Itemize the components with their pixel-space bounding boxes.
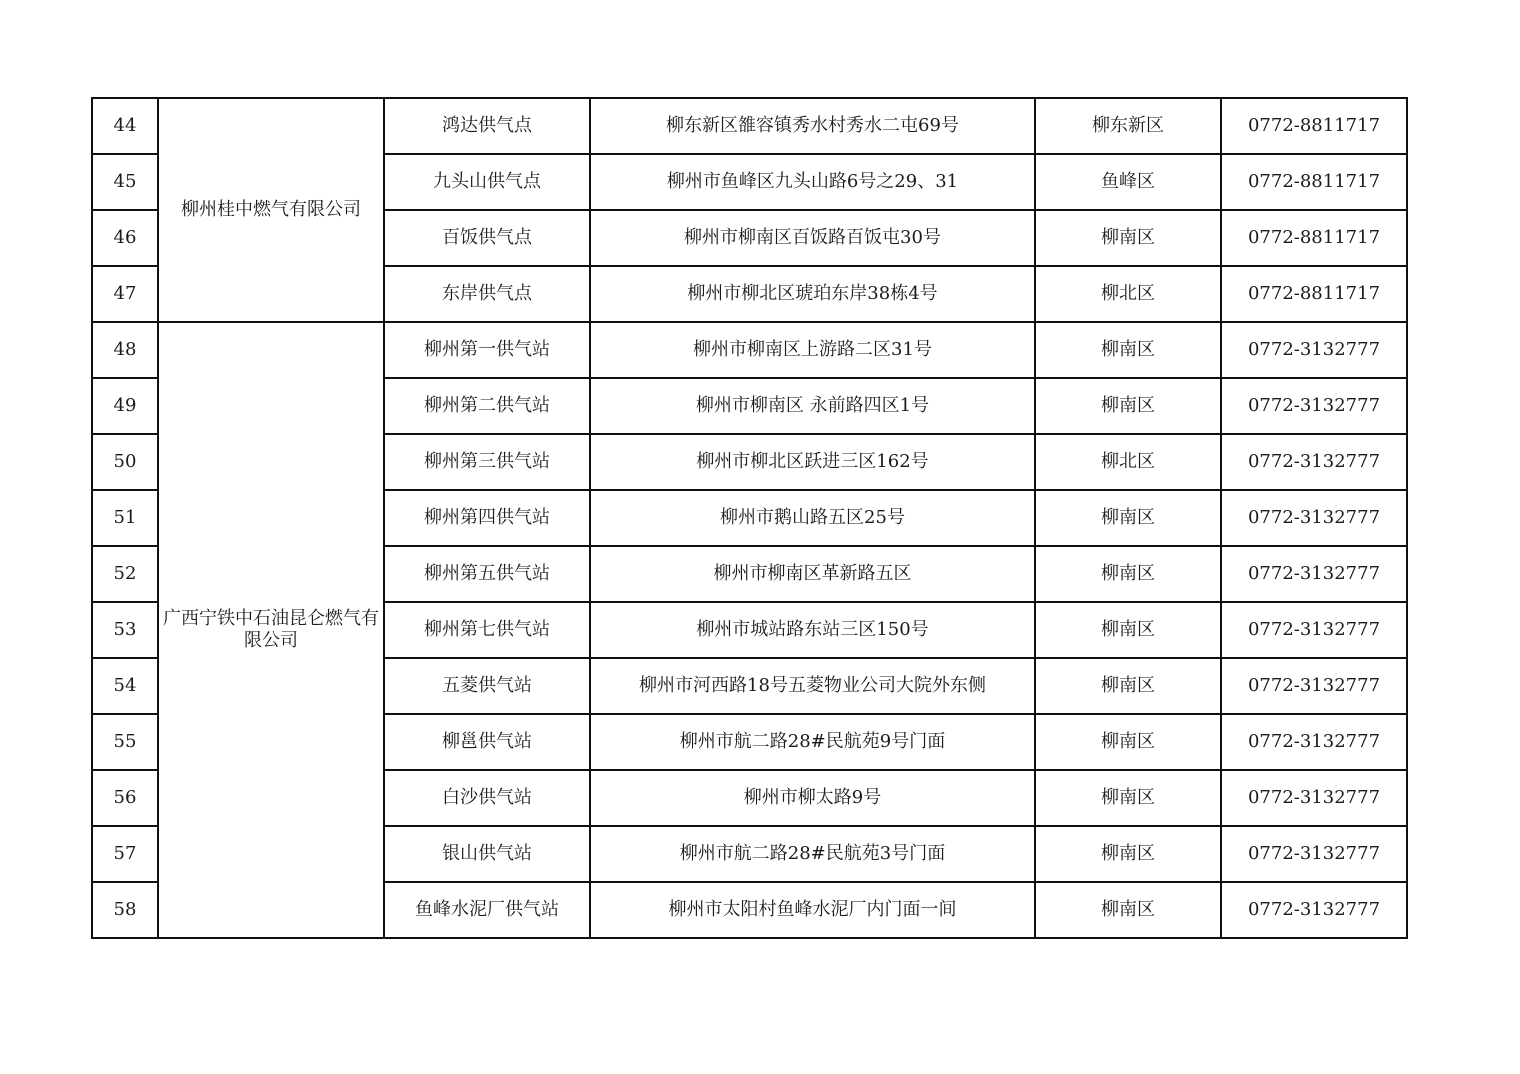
row-number-cell: 46 — [92, 210, 158, 266]
address-cell: 柳州市柳南区上游路二区31号 — [590, 322, 1035, 378]
station-name-cell: 银山供气站 — [384, 826, 590, 882]
row-number-cell: 52 — [92, 546, 158, 602]
district-cell: 柳南区 — [1035, 714, 1221, 770]
district-cell: 柳东新区 — [1035, 98, 1221, 154]
district-cell: 柳南区 — [1035, 658, 1221, 714]
address-cell: 柳州市航二路28#民航苑3号门面 — [590, 826, 1035, 882]
station-name-cell: 柳州第五供气站 — [384, 546, 590, 602]
phone-cell: 0772-3132777 — [1221, 490, 1407, 546]
address-cell: 柳州市鱼峰区九头山路6号之29、31 — [590, 154, 1035, 210]
row-number-cell: 55 — [92, 714, 158, 770]
district-cell: 柳南区 — [1035, 378, 1221, 434]
phone-cell: 0772-3132777 — [1221, 378, 1407, 434]
district-cell: 柳南区 — [1035, 826, 1221, 882]
table-body — [92, 98, 1407, 938]
phone-cell: 0772-3132777 — [1221, 434, 1407, 490]
phone-cell: 0772-8811717 — [1221, 98, 1407, 154]
row-number-cell: 57 — [92, 826, 158, 882]
phone-cell: 0772-3132777 — [1221, 658, 1407, 714]
address-cell: 柳州市河西路18号五菱物业公司大院外东侧 — [590, 658, 1035, 714]
district-cell: 柳南区 — [1035, 770, 1221, 826]
row-number-cell: 56 — [92, 770, 158, 826]
district-cell: 柳北区 — [1035, 266, 1221, 322]
row-number-cell: 48 — [92, 322, 158, 378]
company-name-cell: 广西宁铁中石油昆仑燃气有限公司 — [158, 322, 384, 938]
phone-cell: 0772-3132777 — [1221, 322, 1407, 378]
row-number-cell: 58 — [92, 882, 158, 938]
station-name-cell: 鸿达供气点 — [384, 98, 590, 154]
station-name-cell: 五菱供气站 — [384, 658, 590, 714]
district-cell: 柳北区 — [1035, 434, 1221, 490]
station-name-cell: 鱼峰水泥厂供气站 — [384, 882, 590, 938]
address-cell: 柳州市柳北区琥珀东岸38栋4号 — [590, 266, 1035, 322]
phone-cell: 0772-3132777 — [1221, 826, 1407, 882]
address-cell: 柳州市城站路东站三区150号 — [590, 602, 1035, 658]
address-cell: 柳州市柳南区革新路五区 — [590, 546, 1035, 602]
phone-cell: 0772-8811717 — [1221, 154, 1407, 210]
station-name-cell: 柳州第七供气站 — [384, 602, 590, 658]
phone-cell: 0772-3132777 — [1221, 602, 1407, 658]
station-name-cell: 九头山供气点 — [384, 154, 590, 210]
table-row — [92, 98, 1407, 154]
district-cell: 柳南区 — [1035, 546, 1221, 602]
district-cell: 柳南区 — [1035, 210, 1221, 266]
address-cell: 柳州市航二路28#民航苑9号门面 — [590, 714, 1035, 770]
address-cell: 柳州市鹅山路五区25号 — [590, 490, 1035, 546]
station-name-cell: 柳州第二供气站 — [384, 378, 590, 434]
station-name-cell: 柳邕供气站 — [384, 714, 590, 770]
district-cell: 柳南区 — [1035, 602, 1221, 658]
row-number-cell: 50 — [92, 434, 158, 490]
phone-cell: 0772-3132777 — [1221, 714, 1407, 770]
gas-station-table — [91, 97, 1408, 939]
station-name-cell: 百饭供气点 — [384, 210, 590, 266]
address-cell: 柳州市柳太路9号 — [590, 770, 1035, 826]
address-cell: 柳州市太阳村鱼峰水泥厂内门面一间 — [590, 882, 1035, 938]
address-cell: 柳州市柳南区百饭路百饭屯30号 — [590, 210, 1035, 266]
address-cell: 柳州市柳北区跃进三区162号 — [590, 434, 1035, 490]
station-name-cell: 柳州第一供气站 — [384, 322, 590, 378]
company-name-cell: 柳州桂中燃气有限公司 — [158, 98, 384, 322]
row-number-cell: 44 — [92, 98, 158, 154]
station-name-cell: 柳州第四供气站 — [384, 490, 590, 546]
address-cell: 柳州市柳南区 永前路四区1号 — [590, 378, 1035, 434]
row-number-cell: 51 — [92, 490, 158, 546]
station-name-cell: 白沙供气站 — [384, 770, 590, 826]
row-number-cell: 54 — [92, 658, 158, 714]
district-cell: 柳南区 — [1035, 490, 1221, 546]
row-number-cell: 45 — [92, 154, 158, 210]
district-cell: 鱼峰区 — [1035, 154, 1221, 210]
district-cell: 柳南区 — [1035, 322, 1221, 378]
row-number-cell: 49 — [92, 378, 158, 434]
address-cell: 柳东新区雒容镇秀水村秀水二屯69号 — [590, 98, 1035, 154]
row-number-cell: 47 — [92, 266, 158, 322]
district-cell: 柳南区 — [1035, 882, 1221, 938]
station-name-cell: 柳州第三供气站 — [384, 434, 590, 490]
phone-cell: 0772-8811717 — [1221, 210, 1407, 266]
table-row — [92, 322, 1407, 378]
phone-cell: 0772-3132777 — [1221, 770, 1407, 826]
station-name-cell: 东岸供气点 — [384, 266, 590, 322]
phone-cell: 0772-3132777 — [1221, 546, 1407, 602]
phone-cell: 0772-8811717 — [1221, 266, 1407, 322]
phone-cell: 0772-3132777 — [1221, 882, 1407, 938]
row-number-cell: 53 — [92, 602, 158, 658]
